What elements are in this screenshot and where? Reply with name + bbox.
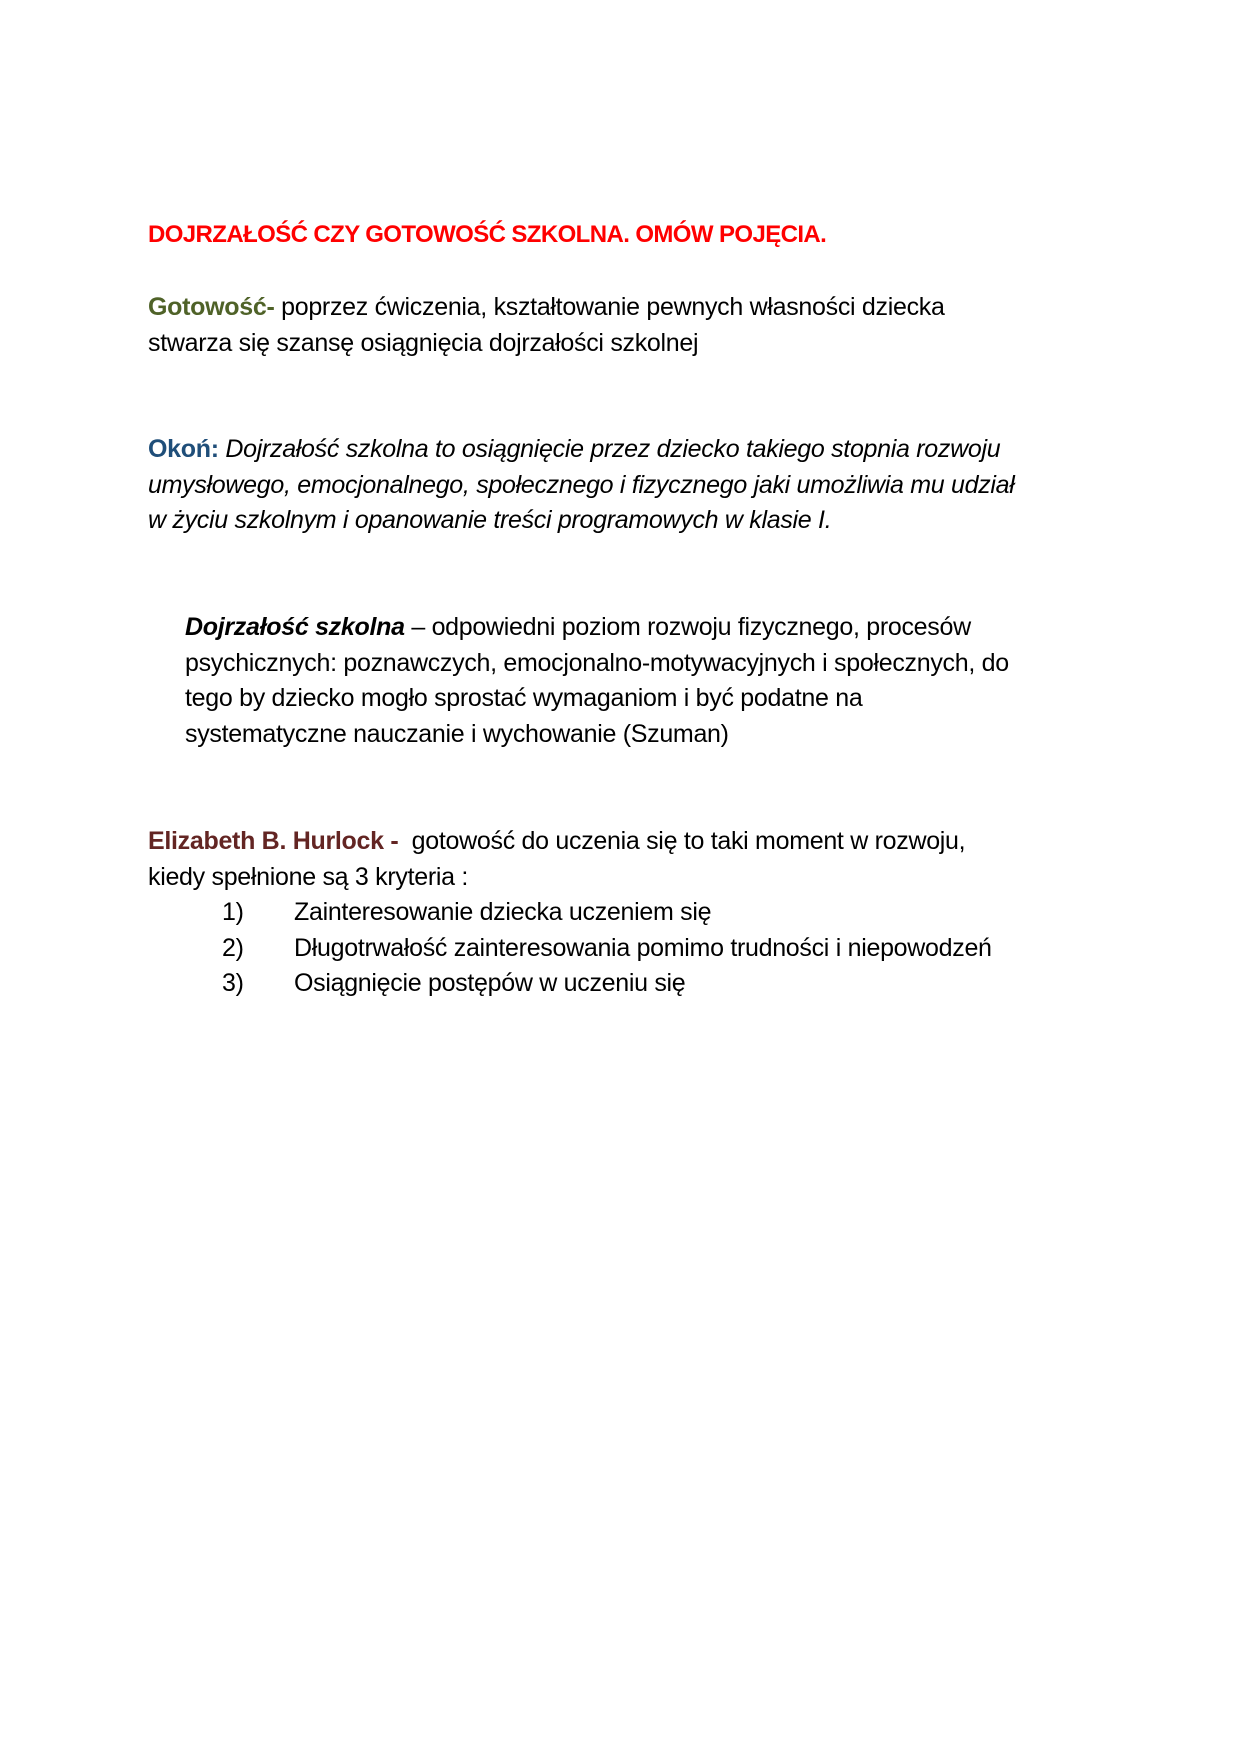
- gotowosc-line-1: [148, 290, 945, 326]
- hurlock-line-1: [148, 824, 965, 860]
- okon-text-2: umysłowego, emocjonalnego, społecznego i fizycznego jaki umożliwia mu udział: [148, 470, 1015, 499]
- szuman-paragraph: [185, 610, 1009, 752]
- gotowosc-text-2: stwarza się szansę osiągnięcia dojrzałości szkolnej: [148, 328, 699, 357]
- list-item-number: 3): [222, 969, 244, 997]
- criteria-list: [222, 895, 992, 1002]
- hurlock-text-1: gotowość do uczenia się to taki moment w rozwoju,: [398, 827, 966, 855]
- okon-term: Okoń:: [148, 435, 219, 463]
- document-title: DOJRZAŁOŚĆ CZY GOTOWOŚĆ SZKOLNA. OMÓW POJĘCIA.: [148, 221, 827, 248]
- list-item-number: 2): [222, 933, 244, 962]
- szuman-line-1: [185, 610, 1009, 646]
- okon-paragraph: [148, 432, 1015, 539]
- hurlock-text-2: kiedy spełnione są 3 kryteria :: [148, 862, 469, 891]
- list-item: [222, 966, 992, 1002]
- list-item-text: Zainteresowanie dziecka uczeniem się: [294, 898, 712, 926]
- hurlock-paragraph: [148, 824, 965, 895]
- szuman-text-4: systematyczne nauczanie i wychowanie (Szuman): [185, 719, 729, 748]
- szuman-text-2: psychicznych: poznawczych, emocjonalno-motywacyjnych i społecznych, do: [185, 648, 1009, 677]
- okon-line-1: [148, 432, 1015, 468]
- list-item: [222, 895, 992, 931]
- list-item-text: Osiągnięcie postępów w uczeniu się: [294, 969, 686, 997]
- okon-text-1: Dojrzałość szkolna to osiągnięcie przez dziecko takiego stopnia rozwoju: [218, 435, 1001, 463]
- szuman-text-1: – odpowiedni poziom rozwoju fizycznego, procesów: [404, 613, 971, 641]
- szuman-term: Dojrzałość szkolna: [185, 613, 405, 641]
- gotowosc-paragraph: [148, 290, 945, 361]
- list-item-number: 1): [222, 898, 244, 926]
- list-item-text: Długotrwałość zainteresowania pomimo trudności i niepowodzeń: [294, 933, 992, 962]
- okon-text-3: w życiu szkolnym i opanowanie treści programowych w klasie I.: [148, 506, 832, 534]
- szuman-text-3: tego by dziecko mogło sprostać wymaganiom i być podatne na: [185, 684, 863, 712]
- hurlock-term: Elizabeth B. Hurlock -: [148, 827, 399, 855]
- gotowosc-text-1: poprzez ćwiczenia, kształtowanie pewnych własności dziecka: [274, 293, 945, 321]
- list-item: [222, 931, 992, 967]
- gotowosc-term: Gotowość-: [148, 293, 275, 321]
